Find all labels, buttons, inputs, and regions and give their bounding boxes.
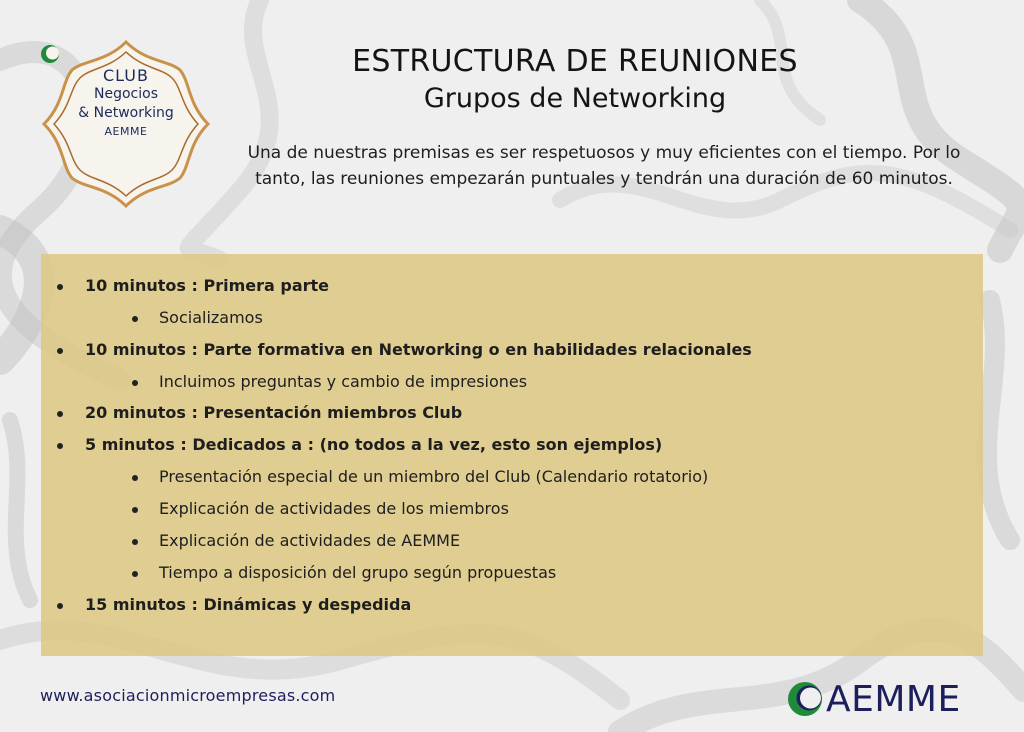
bullet-icon [57, 284, 63, 290]
logo-club-text: CLUB [103, 66, 149, 85]
agenda-item-text: 5 minutos : Dedicados a : (no todos a la vez, esto son ejemplos) [85, 435, 663, 454]
page-title: ESTRUCTURA DE REUNIONES [352, 44, 798, 79]
aemme-brand-logo [786, 677, 961, 721]
agenda-subitem [41, 303, 941, 333]
agenda-subitem [41, 462, 941, 492]
agenda-item-text: 20 minutos : Presentación miembros Club [85, 403, 463, 422]
bullet-icon [132, 539, 138, 545]
logo-line-1: Negocios [94, 86, 158, 102]
agenda-item-text: 10 minutos : Parte formativa en Networking o en habilidades relacionales [85, 340, 752, 359]
logo-aemme-text: AEMME [104, 125, 148, 138]
agenda-item-text: 15 minutos : Dinámicas y despedida [85, 595, 412, 614]
agenda-subitem [41, 526, 941, 556]
brand-name: AEMME [826, 678, 961, 720]
agenda-subitem-text: Explicación de actividades de los miembros [159, 499, 509, 518]
agenda-item [41, 271, 941, 301]
agenda-subitem-text: Tiempo a disposición del grupo según propuestas [159, 563, 557, 582]
bullet-icon [132, 475, 138, 481]
agenda-item-text: 10 minutos : Primera parte [85, 276, 329, 295]
agenda-item [41, 590, 941, 620]
aemme-crescent-icon [786, 680, 824, 718]
agenda-panel [41, 254, 983, 656]
agenda-subitem-text: Presentación especial de un miembro del Club (Calendario rotatorio) [159, 467, 709, 486]
aemme-crescent-icon [40, 44, 60, 64]
logo-line-2: & Networking [78, 105, 174, 121]
agenda-item [41, 335, 941, 365]
agenda-subitem-text: Socializamos [159, 308, 263, 327]
agenda-subitem [41, 494, 941, 524]
bullet-icon [57, 603, 63, 609]
agenda-subitem-text: Incluimos preguntas y cambio de impresiones [159, 372, 528, 391]
website-link[interactable]: www.asociacionmicroempresas.com [40, 686, 336, 705]
agenda-subitem-text: Explicación de actividades de AEMME [159, 531, 461, 550]
bullet-icon [57, 348, 63, 354]
bullet-icon [132, 316, 138, 322]
bullet-icon [132, 571, 138, 577]
bullet-icon [57, 443, 63, 449]
bullet-icon [132, 507, 138, 513]
club-logo [40, 38, 212, 210]
page-subtitle: Grupos de Networking [423, 83, 727, 114]
agenda-subitem [41, 558, 941, 588]
agenda-item [41, 430, 941, 460]
bullet-icon [57, 411, 63, 417]
agenda-subitem [41, 367, 941, 397]
bullet-icon [132, 380, 138, 386]
intro-paragraph: Una de nuestras premisas es ser respetuosos y muy eficientes con el tiempo. Por lo tanto, las reuniones empezarán puntuales y tendrán una duración de 60 minutos. [247, 143, 961, 189]
agenda-item [41, 398, 941, 428]
